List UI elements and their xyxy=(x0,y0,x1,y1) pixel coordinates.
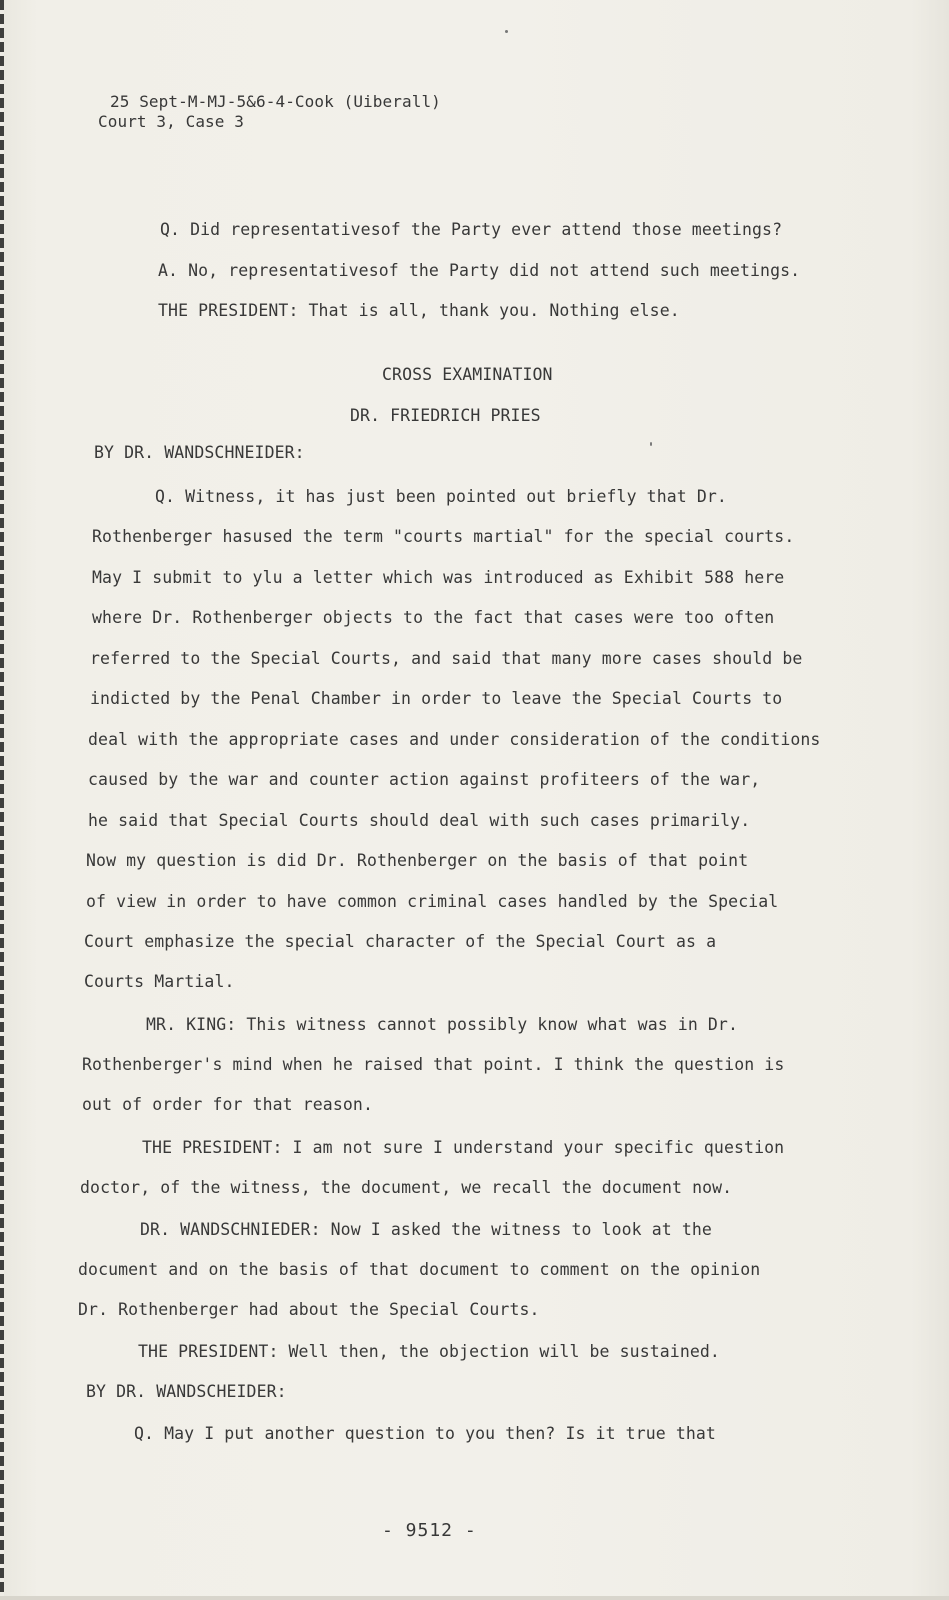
paper-speck xyxy=(650,442,652,446)
question-2-line: deal with the appropriate cases and under consideration of the conditions xyxy=(88,730,821,749)
question-2-line: of view in order to have common criminal cases handled by the Special xyxy=(86,892,779,911)
president-remark-1: THE PRESIDENT: That is all, thank you. Nothing else. xyxy=(158,301,680,320)
president-remark-2-line: doctor, of the witness, the document, we recall the document now. xyxy=(80,1178,733,1197)
question-2-line: May I submit to ylu a letter which was introduced as Exhibit 588 here xyxy=(92,568,785,587)
counsel-response-line: Dr. Rothenberger had about the Special Courts. xyxy=(78,1300,540,1319)
page-edge-shadow xyxy=(0,0,4,1600)
question-2-line: where Dr. Rothenberger objects to the fact that cases were too often xyxy=(92,608,775,627)
question-2-line: he said that Special Courts should deal with such cases primarily. xyxy=(88,811,751,830)
examiner-label-1: BY DR. WANDSCHNEIDER: xyxy=(94,443,305,462)
question-2-line: indicted by the Penal Chamber in order to leave the Special Courts to xyxy=(90,689,783,708)
president-ruling: THE PRESIDENT: Well then, the objection will be sustained. xyxy=(138,1342,720,1361)
question-2-line: Rothenberger hasused the term "courts martial" for the special courts. xyxy=(92,527,795,546)
question-1: Q. Did representativesof the Party ever attend those meetings? xyxy=(160,220,783,239)
section-title: CROSS EXAMINATION xyxy=(382,365,553,384)
objection-line: Rothenberger's mind when he raised that point. I think the question is xyxy=(82,1055,785,1074)
header-line-2: Court 3, Case 3 xyxy=(98,112,244,131)
witness-name: DR. FRIEDRICH PRIES xyxy=(350,406,541,425)
president-remark-2-line: THE PRESIDENT: I am not sure I understand your specific question xyxy=(142,1138,785,1157)
page-number: - 9512 - xyxy=(382,1520,477,1541)
paper-speck xyxy=(505,30,508,33)
examiner-label-2: BY DR. WANDSCHEIDER: xyxy=(86,1382,287,1401)
question-2-line: Now my question is did Dr. Rothenberger on the basis of that point xyxy=(86,851,749,870)
question-2-line: Court emphasize the special character of the Special Court as a xyxy=(84,932,717,951)
question-2-line: referred to the Special Courts, and said that many more cases should be xyxy=(90,649,803,668)
counsel-response-line: DR. WANDSCHNIEDER: Now I asked the witness to look at the xyxy=(140,1220,712,1239)
counsel-response-line: document and on the basis of that document to comment on the opinion xyxy=(78,1260,761,1279)
header-line-1: 25 Sept-M-MJ-5&6-4-Cook (Uiberall) xyxy=(110,92,441,111)
answer-1: A. No, representativesof the Party did not attend such meetings. xyxy=(158,261,801,280)
question-2-line: caused by the war and counter action against profiteers of the war, xyxy=(88,770,761,789)
question-3: Q. May I put another question to you then? Is it true that xyxy=(134,1424,716,1443)
objection-line: MR. KING: This witness cannot possibly know what was in Dr. xyxy=(146,1015,738,1034)
question-2-line: Courts Martial. xyxy=(84,972,235,991)
page-bottom-edge xyxy=(0,1596,949,1600)
objection-line: out of order for that reason. xyxy=(82,1095,373,1114)
question-2-line: Q. Witness, it has just been pointed out briefly that Dr. xyxy=(155,487,727,506)
